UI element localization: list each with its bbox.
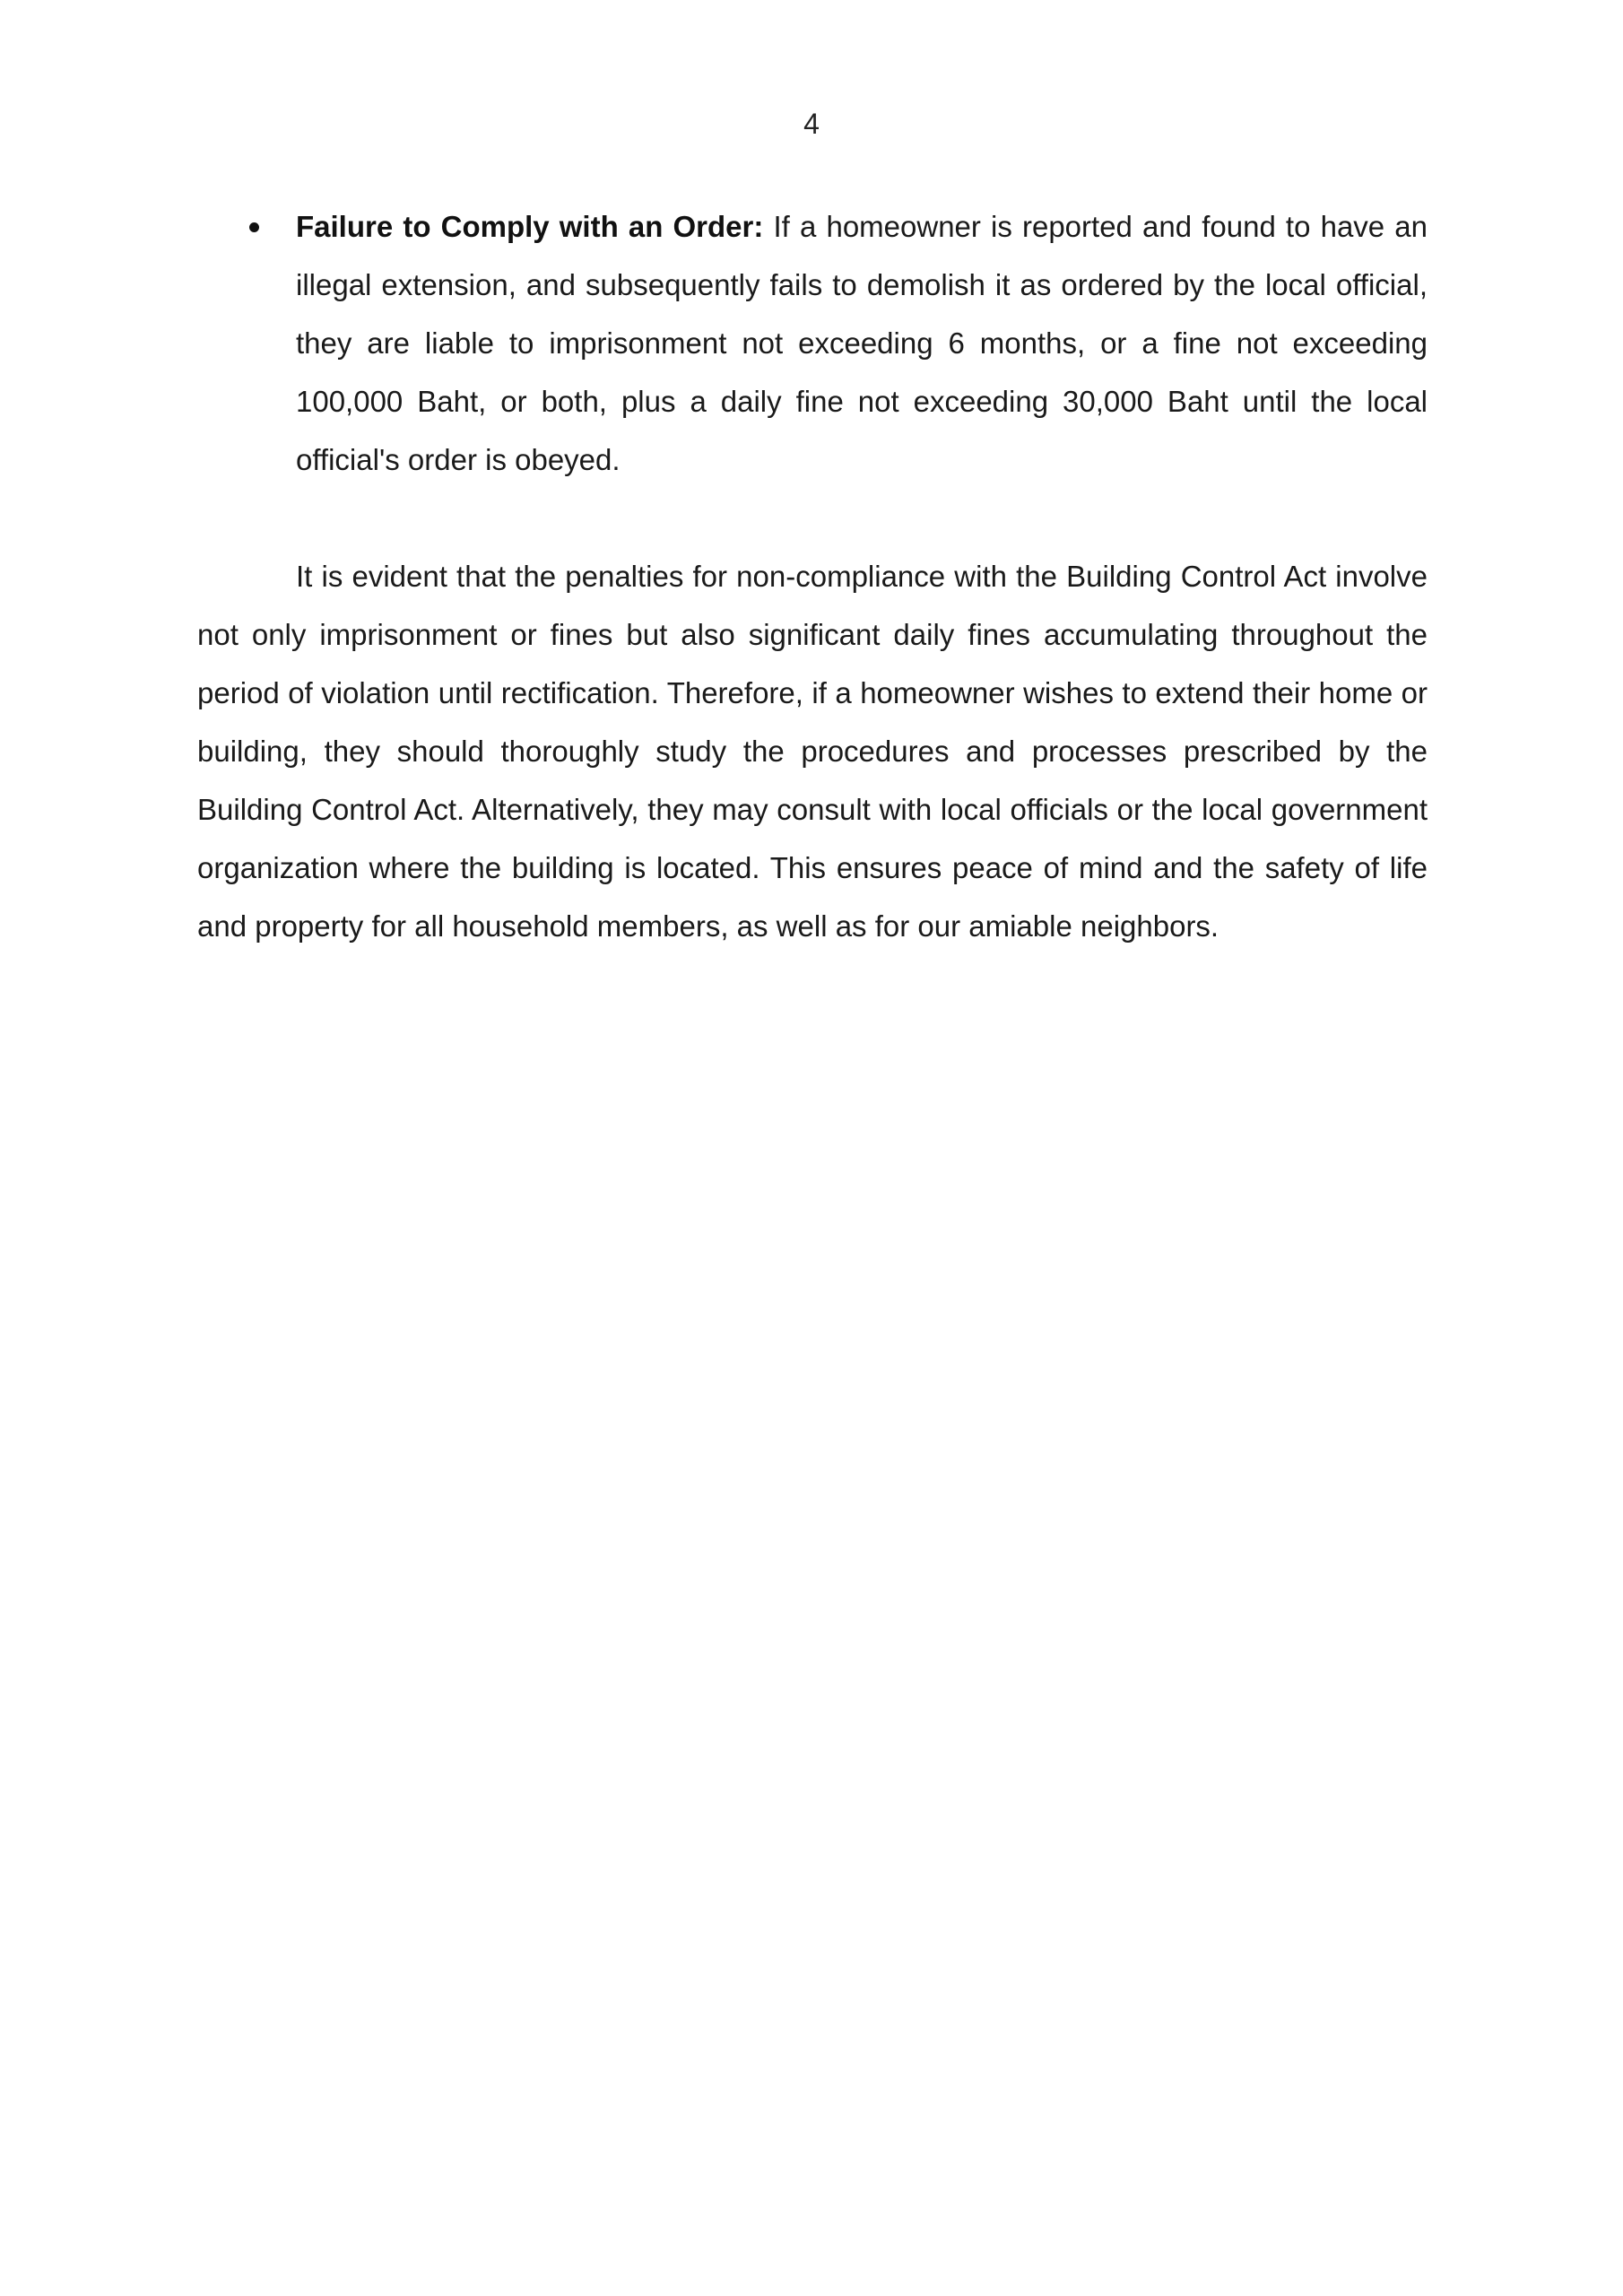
bullet-list [197, 197, 1428, 489]
bullet-heading: Failure to Comply with an Order: [296, 210, 764, 243]
bullet-dot-icon [249, 222, 259, 232]
body-paragraph: It is evident that the penalties for non-compliance with the Building Control Act involve not only imprisonment or fines but also significant daily fines accumulating throughout the period of violation until rectification. Therefore, if a homeowner wishes to extend their home or building, they should thoroughly study the procedures and processes prescribed by the Building Control Act. Alternatively, they may consult with local officials or the local government organization where the building is located. This ensures peace of mind and the safety of life and property for all household members, as well as for our amiable neighbors. [197, 560, 1428, 943]
page-number: 4 [803, 108, 820, 140]
bullet-text: If a homeowner is reported and found to have an illegal extension, and subsequently fails to demolish it as ordered by the local official, they are liable to imprisonment not exceeding 6 months, or a fine not exceeding 100,000 Baht, or both, plus a daily fine not exceeding 30,000 Baht until the local official's order is obeyed. [296, 210, 1428, 476]
page-content [197, 197, 1428, 955]
bullet-item [197, 197, 1428, 489]
